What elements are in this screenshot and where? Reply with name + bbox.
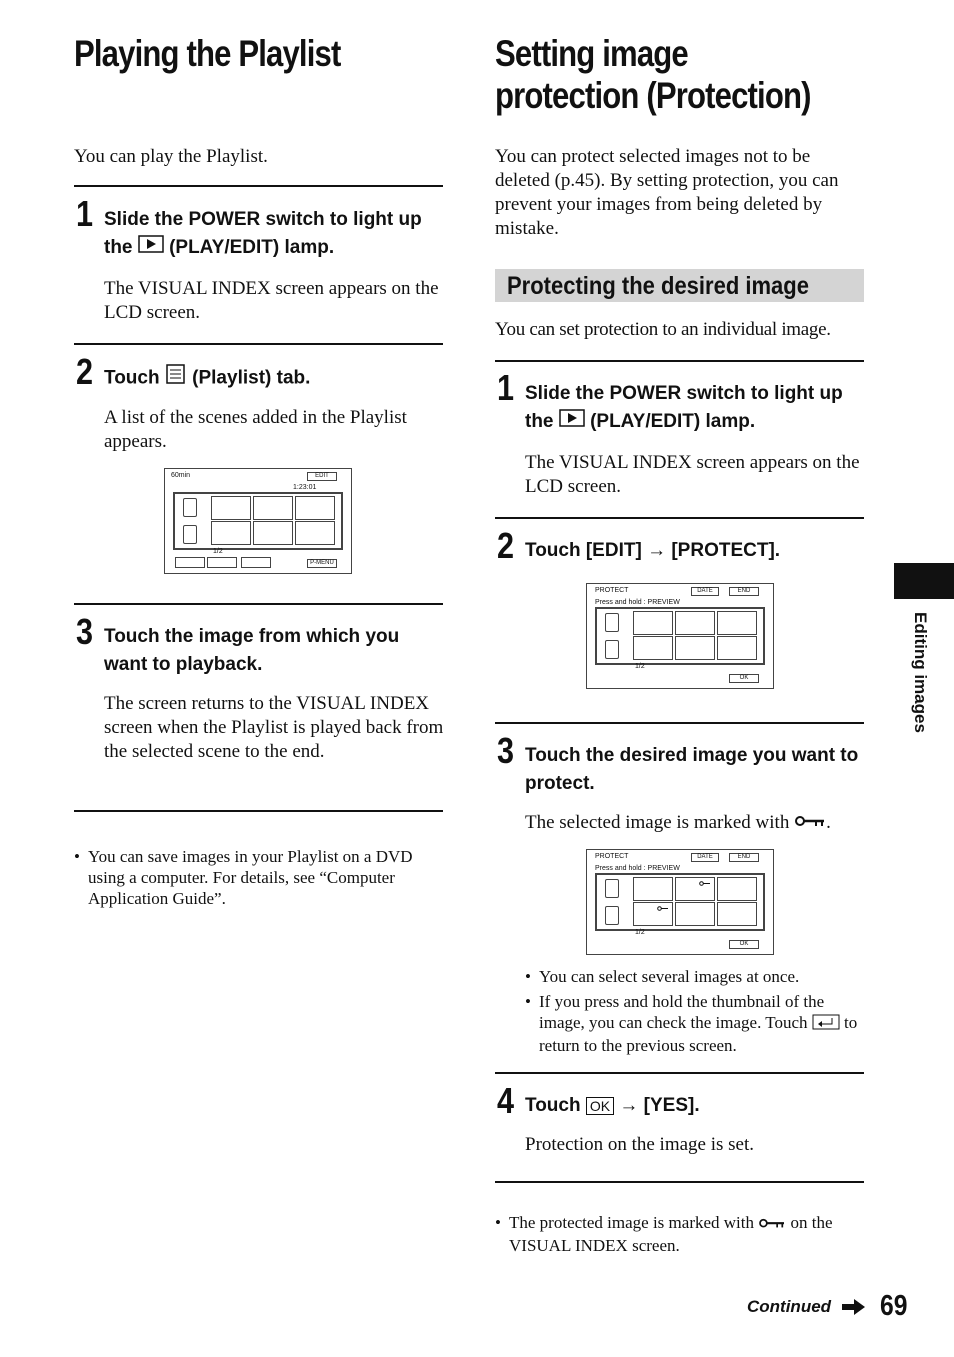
section-heading (495, 269, 864, 302)
thumbnail (717, 877, 757, 901)
page-indicator: 1/2 (213, 548, 223, 555)
step-text: (Playlist) tab. (192, 367, 311, 389)
thumbnail (295, 521, 335, 545)
step-body-text: The selected image is marked with (525, 812, 790, 833)
thumbnail (633, 636, 673, 660)
thumbnail (675, 636, 715, 660)
bullet-text: If you press and hold the thumbnail of the image, you can check the image. Touch (539, 992, 825, 1032)
thumbnail (717, 636, 757, 660)
lcd-playlist-screen (164, 468, 352, 574)
step-text: Touch (525, 1095, 581, 1116)
note-text: You can save images in your Playlist on a DVD using a computer. For details, see “Computer Application Guide”. (88, 847, 413, 908)
intro-text: You can protect selected images not to be deleted (p.45). By setting protection, you can prevent your images from being deleted by mistake. (495, 146, 839, 239)
step-number: 3 (497, 730, 515, 771)
divider (74, 603, 443, 605)
bullet: • (74, 847, 80, 866)
thumbnail (253, 521, 293, 545)
bullet-text: You can select several images at once. (539, 967, 800, 986)
page-indicator: 1/2 (635, 929, 645, 936)
bullet-text: to return to the previous screen. (539, 1013, 858, 1055)
title-line: Setting image (495, 33, 688, 74)
thumbnail (211, 496, 251, 520)
date-button: DATE (691, 587, 719, 596)
step-body-text: . (826, 812, 831, 833)
step-text: the (525, 411, 554, 433)
photo-tab-icon (207, 557, 237, 568)
divider (74, 343, 443, 345)
intro-text: You can play the Playlist. (74, 146, 268, 167)
scroll-down-icon (605, 640, 619, 659)
return-icon (812, 1014, 840, 1035)
thumbnail (253, 496, 293, 520)
bullet: • (525, 992, 531, 1011)
thumbnail (633, 611, 673, 635)
playlist-tab-icon (241, 557, 271, 568)
step-text: (PLAY/EDIT) lamp. (590, 411, 756, 433)
side-tab-marker (894, 563, 954, 599)
step-text: the (104, 237, 133, 259)
scroll-up-icon (183, 498, 197, 517)
preview-hint: Press and hold : PREVIEW (595, 599, 680, 606)
lcd-title: PROTECT (595, 587, 629, 594)
note (74, 846, 444, 909)
note-text: The protected image is marked with (509, 1213, 754, 1232)
edit-button: EDIT (307, 472, 337, 481)
scroll-down-icon (605, 906, 619, 925)
battery-label: 60min (171, 472, 191, 479)
step-body: The VISUAL INDEX screen appears on the LCD screen. (525, 452, 860, 497)
title-line: protection (Protection) (495, 75, 811, 116)
scroll-up-icon (605, 613, 619, 632)
step-heading (104, 364, 449, 393)
note-text: on the VISUAL INDEX screen. (509, 1213, 833, 1255)
pmenu-button: P-MENU (307, 559, 337, 568)
lcd-protect-screen (586, 583, 774, 689)
protect-key-icon (699, 881, 711, 887)
continued-label: Continued (747, 1297, 832, 1316)
protect-key-icon (794, 812, 826, 836)
ok-button: OK (729, 940, 759, 949)
lcd-protect-marked-screen (586, 849, 774, 955)
thumbnail (675, 611, 715, 635)
ok-button: OK (729, 674, 759, 683)
step-text: Slide the POWER switch to light up (525, 383, 843, 404)
thumbnail (717, 611, 757, 635)
step-text: Slide the POWER switch to light up (104, 209, 422, 230)
step-heading (104, 206, 449, 262)
step-heading (525, 380, 870, 436)
divider (495, 360, 864, 362)
end-button: END (729, 853, 759, 862)
step-text: Touch (104, 367, 160, 389)
bullet: • (495, 1213, 501, 1232)
bullet: • (525, 967, 531, 986)
step-body: Protection on the image is set. (525, 1134, 755, 1155)
divider (495, 1072, 864, 1074)
preview-hint: Press and hold : PREVIEW (595, 865, 680, 872)
step-text: (PLAY/EDIT) lamp. (169, 237, 335, 259)
time-label: 1:23:01 (293, 484, 317, 491)
divider (495, 722, 864, 724)
protect-key-icon (657, 906, 669, 912)
thumbnail (295, 496, 335, 520)
thumbnail (633, 902, 673, 926)
playlist-icon (165, 364, 187, 393)
sub-intro: You can set protection to an individual image. (495, 319, 831, 340)
step-body: A list of the scenes added in the Playlist appears. (104, 407, 407, 452)
step-number: 4 (497, 1080, 515, 1121)
divider (495, 517, 864, 519)
divider (74, 810, 443, 812)
divider (74, 185, 443, 187)
side-tab-label: Editing images (911, 612, 930, 733)
step-heading: Touch [EDIT] → [PROTECT]. (525, 540, 781, 561)
scroll-up-icon (605, 879, 619, 898)
thumbnail (211, 521, 251, 545)
step-body: The screen returns to the VISUAL INDEX screen when the Playlist is played back from the selected scene to the end. (104, 693, 444, 762)
page-indicator: 1/2 (635, 663, 645, 670)
step-number: 3 (76, 611, 94, 652)
bullet-item (525, 991, 869, 1056)
thumbnail (633, 877, 673, 901)
thumbnail (717, 902, 757, 926)
step-text: → [YES]. (619, 1095, 700, 1116)
step-number: 1 (76, 193, 94, 234)
play-icon (138, 234, 164, 262)
ok-icon: OK (586, 1097, 614, 1115)
section-heading-text: Protecting the desired image (507, 272, 809, 300)
protect-key-icon (758, 1214, 786, 1235)
arrow-right-icon (842, 1298, 866, 1321)
lcd-title: PROTECT (595, 853, 629, 860)
page-title-playlist: Playing the Playlist (74, 33, 341, 74)
scroll-down-icon (183, 525, 197, 544)
step-number: 1 (497, 367, 515, 408)
end-button: END (729, 587, 759, 596)
divider (495, 1181, 864, 1183)
step-body: The VISUAL INDEX screen appears on the LCD screen. (104, 278, 439, 323)
movie-tab-icon (175, 557, 205, 568)
thumbnail (675, 877, 715, 901)
play-icon (559, 408, 585, 436)
step-heading (525, 1092, 870, 1120)
page-number: 69 (880, 1290, 908, 1322)
step-number: 2 (497, 525, 515, 566)
thumbnail (675, 902, 715, 926)
page-title-protection (495, 33, 811, 117)
note (495, 1212, 869, 1256)
step-heading: Touch the desired image you want to protect. (525, 745, 859, 794)
date-button: DATE (691, 853, 719, 862)
step-number: 2 (76, 351, 94, 392)
step-body (525, 811, 870, 836)
bullet-item (525, 966, 869, 987)
step-heading: Touch the image from which you want to playback. (104, 626, 400, 675)
